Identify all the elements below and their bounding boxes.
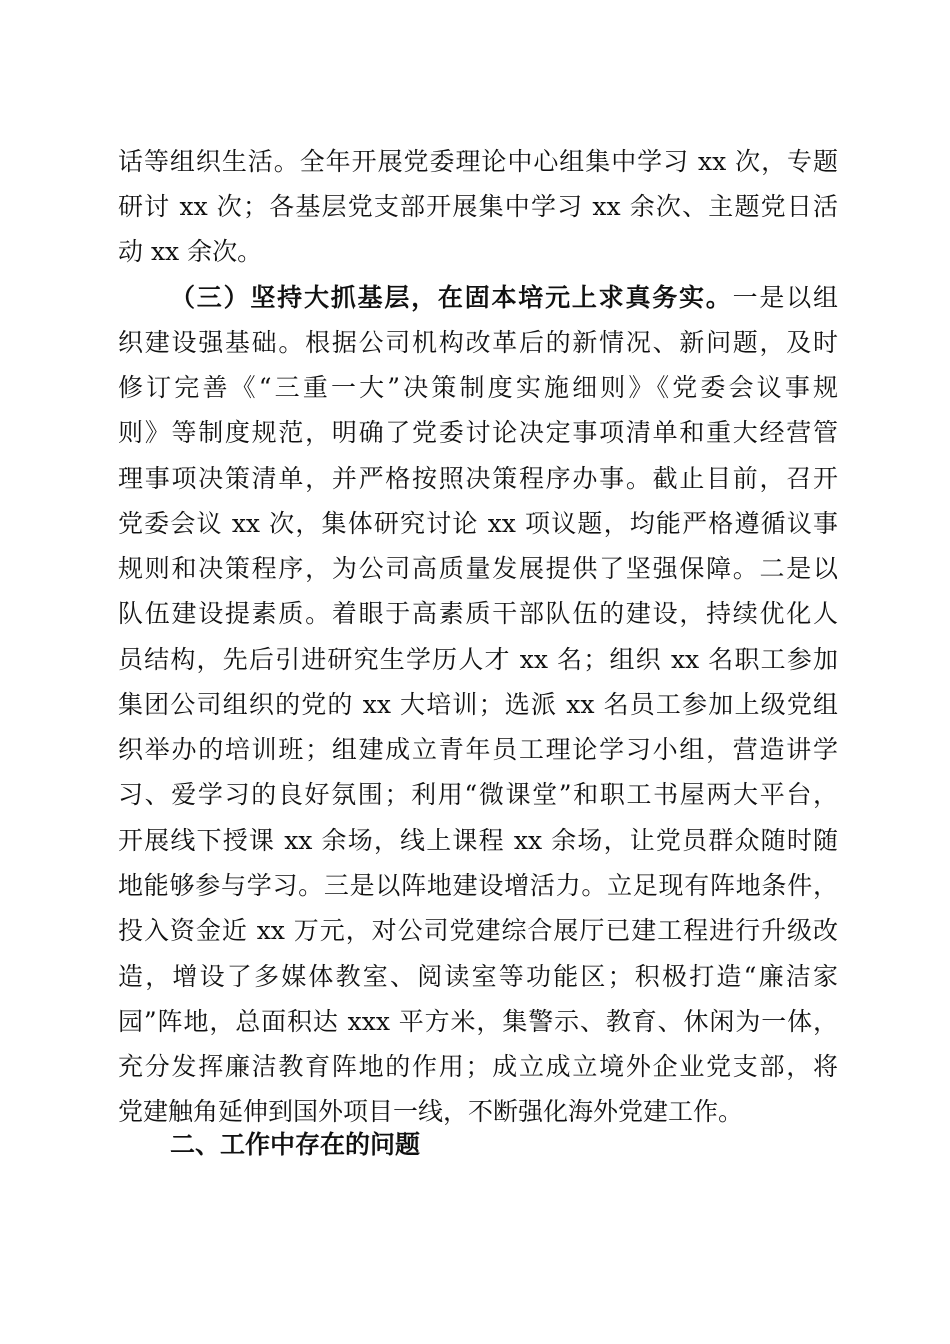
paragraph-line: 队伍建设提素质。着眼于高素质干部队伍的建设，持续优化人	[118, 599, 838, 628]
paragraph-line: 投入资金近 xx 万元，对公司党建综合展厅已建工程进行升级改	[118, 916, 838, 945]
section-heading: 二、工作中存在的问题	[170, 1130, 421, 1159]
paragraph-line: 则》等制度规范，明确了党委讨论决定事项清单和重大经营管	[118, 418, 838, 447]
paragraph-line: 员结构，先后引进研究生学历人才 xx 名；组织 xx 名职工参加	[118, 645, 838, 674]
paragraph-text: 一是以组	[732, 283, 838, 312]
paragraph-line: 习、爱学习的良好氛围；利用“微课堂”和职工书屋两大平台，	[118, 780, 838, 809]
paragraph-line: 开展线下授课 xx 余场，线上课程 xx 余场，让党员群众随时随	[118, 826, 838, 855]
paragraph-first-line	[170, 276, 838, 320]
paragraph-line: 修订完善《“三重一大”决策制度实施细则》《党委会议事规	[118, 373, 838, 402]
paragraph-line: 党委会议 xx 次，集体研究讨论 xx 项议题，均能严格遵循议事	[118, 509, 838, 538]
paragraph-line: 造，增设了多媒体教室、阅读室等功能区；积极打造“廉洁家	[118, 962, 838, 991]
paragraph-line: 集团公司组织的党的 xx 大培训；选派 xx 名员工参加上级党组	[118, 690, 838, 719]
paragraph-line: 话等组织生活。全年开展党委理论中心组集中学习 xx 次，专题	[118, 147, 838, 176]
paragraph-line: 研讨 xx 次；各基层党支部开展集中学习 xx 余次、主题党日活	[118, 192, 838, 221]
paragraph-line: 地能够参与学习。三是以阵地建设增活力。立足现有阵地条件，	[118, 871, 838, 900]
paragraph-line: 动 xx 余次。	[118, 237, 263, 266]
paragraph-line: 规则和决策程序，为公司高质量发展提供了坚强保障。二是以	[118, 554, 838, 583]
paragraph-line: 织举办的培训班；组建成立青年员工理论学习小组，营造讲学	[118, 735, 838, 764]
subsection-heading: （三）坚持大抓基层，在固本培元上求真务实。	[170, 283, 733, 312]
paragraph-line: 党建触角延伸到国外项目一线，不断强化海外党建工作。	[118, 1097, 744, 1126]
paragraph-line: 理事项决策清单，并严格按照决策程序办事。截止目前，召开	[118, 464, 838, 493]
paragraph-line: 织建设强基础。根据公司机构改革后的新情况、新问题，及时	[118, 328, 838, 357]
paragraph-line: 充分发挥廉洁教育阵地的作用；成立成立境外企业党支部，将	[118, 1052, 838, 1081]
paragraph-line: 园”阵地，总面积达 xxx 平方米，集警示、教育、休闲为一体，	[118, 1007, 838, 1036]
